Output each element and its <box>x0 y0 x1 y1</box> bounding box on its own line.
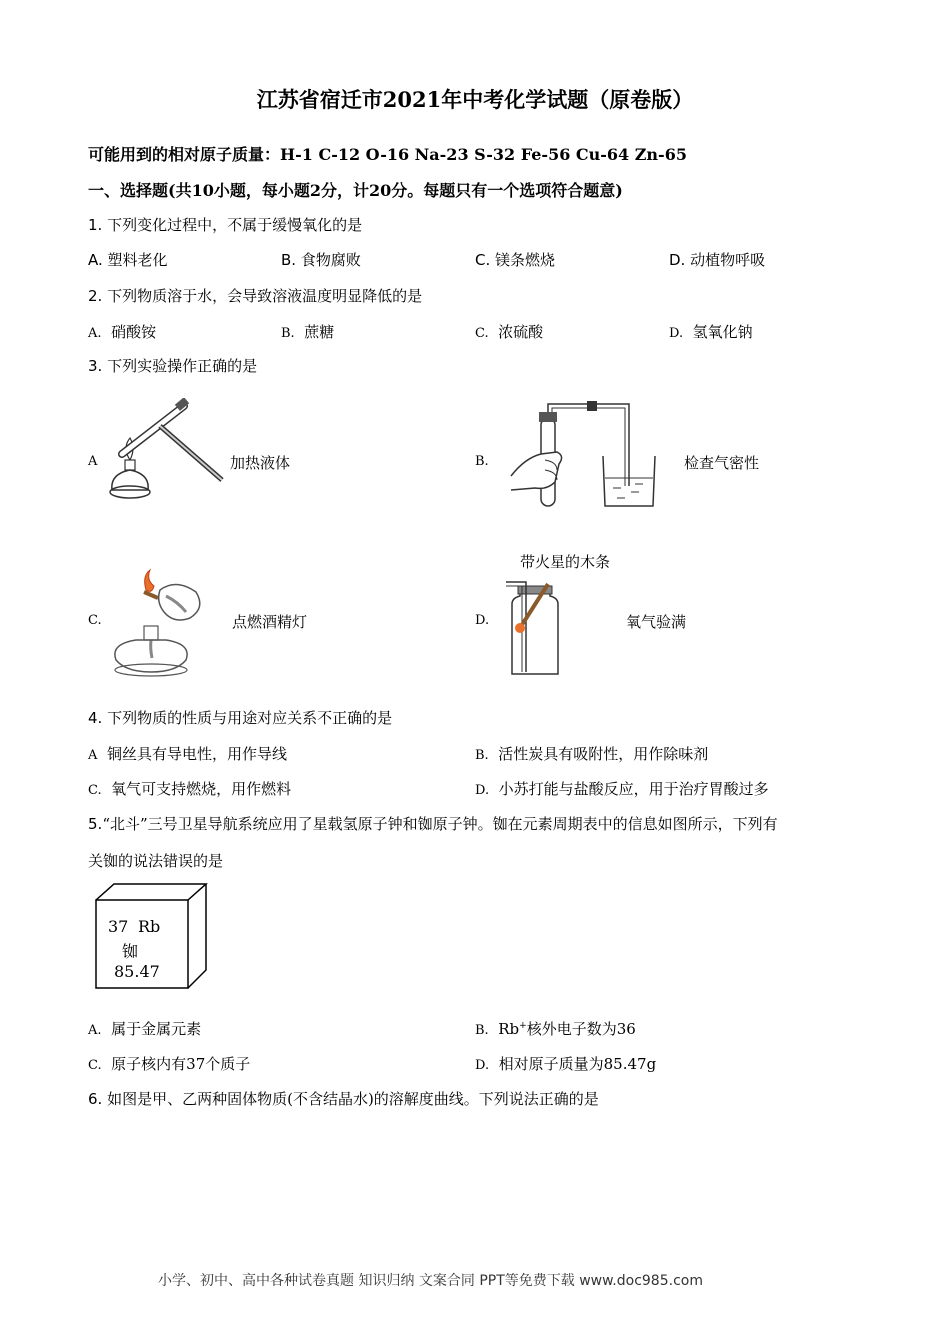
option-key: B. <box>475 1023 489 1038</box>
oxygen-test-figure <box>500 574 570 678</box>
option-text: Rb <box>498 1020 520 1038</box>
q4-option-d <box>475 778 769 799</box>
question-5 <box>88 813 778 834</box>
q4-option-b <box>475 743 708 764</box>
q1-option-d <box>669 249 765 270</box>
footer-link[interactable]: 小学、初中、高中各种试卷真题 知识归纳 文案合同 PPT等免费下载 www.doc985.com <box>158 1273 703 1289</box>
atomic-number: 37 <box>108 917 129 936</box>
option-key: C. <box>88 783 102 798</box>
option-key: B. <box>281 326 295 341</box>
question-6 <box>88 1088 599 1109</box>
q1-option-c <box>475 249 555 270</box>
glowing-splint-label: 带火星的木条 <box>520 553 611 571</box>
q3-option-c-text: 点燃酒精灯 <box>232 613 308 631</box>
question-text: 下列物质溶于水，会导致溶液温度明显降低的是 <box>107 287 423 305</box>
q3-option-b-text: 检查气密性 <box>684 454 760 472</box>
option-key: A. <box>88 326 102 341</box>
option-key: D. <box>475 783 490 798</box>
option-text: 食物腐败 <box>300 251 361 269</box>
question-text: 下列变化过程中，不属于缓慢氧化的是 <box>107 216 363 234</box>
option-key: D. <box>669 326 684 341</box>
element-symbol: Rb <box>138 917 161 936</box>
element-name: 铷 <box>122 942 139 961</box>
alcohol-lamp-figure <box>106 568 210 680</box>
option-key: A. <box>88 251 103 269</box>
q5-option-d <box>475 1053 656 1074</box>
option-key: B. <box>475 748 489 763</box>
q3-option-c-key: C. <box>88 613 102 628</box>
heating-liquid-figure <box>100 398 228 514</box>
q3-option-d-key: D. <box>475 613 490 628</box>
q3-option-a-key: A <box>88 454 98 469</box>
q2-option-d <box>669 321 753 342</box>
option-text: 活性炭具有吸附性，用作除味剂 <box>498 745 709 763</box>
question-number: 5. <box>88 815 103 833</box>
option-key: A. <box>88 1023 102 1038</box>
question-number: 4. <box>88 709 103 727</box>
question-text: “北斗”三号卫星导航系统应用了星载氢原子钟和铷原子钟。铷在元素周期表中的信息如图所示，下列有 <box>102 815 778 833</box>
option-key: C. <box>475 326 489 341</box>
option-text: 蔗糖 <box>304 323 335 341</box>
option-text: 塑料老化 <box>107 251 168 269</box>
option-key: B. <box>281 251 297 269</box>
option-text: 铜丝具有导电性，用作导线 <box>106 745 287 763</box>
option-text: 属于金属元素 <box>111 1020 202 1038</box>
q2-option-a <box>88 321 156 342</box>
q1-option-b <box>281 249 361 270</box>
page-title: 江苏省宿迁市2021年中考化学试题（原卷版） <box>256 87 694 112</box>
q3-option-a-text: 加热液体 <box>230 454 291 472</box>
q3-option-b-key: B. <box>475 454 489 469</box>
section-heading: 一、选择题(共10小题，每小题2分，计20分。每题只有一个选项符合题意) <box>88 181 623 200</box>
option-text: 原子核内有37个质子 <box>111 1055 251 1073</box>
question-number: 2. <box>88 287 103 305</box>
question-number: 1. <box>88 216 103 234</box>
option-key: D. <box>669 251 686 269</box>
atomic-mass: 85.47 <box>114 962 160 981</box>
option-text: 小苏打能与盐酸反应，用于治疗胃酸过多 <box>498 780 769 798</box>
q2-option-c <box>475 321 543 342</box>
option-text: 硝酸铵 <box>111 323 157 341</box>
airtightness-figure <box>505 398 665 513</box>
option-text: 氧气可支持燃烧，用作燃料 <box>111 780 292 798</box>
option-key: C. <box>475 251 491 269</box>
option-key: C. <box>88 1058 102 1073</box>
option-text: 动植物呼吸 <box>690 251 766 269</box>
q5-option-a <box>88 1018 201 1039</box>
question-1 <box>88 214 362 235</box>
question-2 <box>88 285 422 306</box>
charge-superscript: + <box>519 1021 527 1031</box>
question-number: 6. <box>88 1090 103 1108</box>
atomic-masses: 可能用到的相对原子质量：H-1 C-12 O-16 Na-23 S-32 Fe-56 Cu-64 Zn-65 <box>88 145 687 164</box>
q4-option-c <box>88 778 291 799</box>
question-4 <box>88 707 392 728</box>
question-text: 下列实验操作正确的是 <box>107 357 258 375</box>
q2-option-b <box>281 321 334 342</box>
question-5-line2: 关铷的说法错误的是 <box>88 852 224 870</box>
q1-option-a <box>88 249 168 270</box>
option-key: D. <box>475 1058 490 1073</box>
rubidium-element-card <box>94 882 210 990</box>
option-text: 镁条燃烧 <box>495 251 556 269</box>
q3-option-d-text: 氧气验满 <box>626 613 687 631</box>
option-key: A <box>88 748 98 763</box>
question-number: 3. <box>88 357 103 375</box>
option-text: 氢氧化钠 <box>692 323 753 341</box>
option-text-2: 核外电子数为36 <box>526 1020 636 1038</box>
question-text: 如图是甲、乙两种固体物质(不含结晶水)的溶解度曲线。下列说法正确的是 <box>107 1090 599 1108</box>
question-text: 下列物质的性质与用途对应关系不正确的是 <box>107 709 393 727</box>
q5-option-c <box>88 1053 250 1074</box>
question-3 <box>88 355 257 376</box>
q5-option-b <box>475 1018 636 1039</box>
option-text: 相对原子质量为85.47g <box>498 1055 657 1073</box>
q4-option-a <box>88 743 287 764</box>
option-text: 浓硫酸 <box>498 323 544 341</box>
